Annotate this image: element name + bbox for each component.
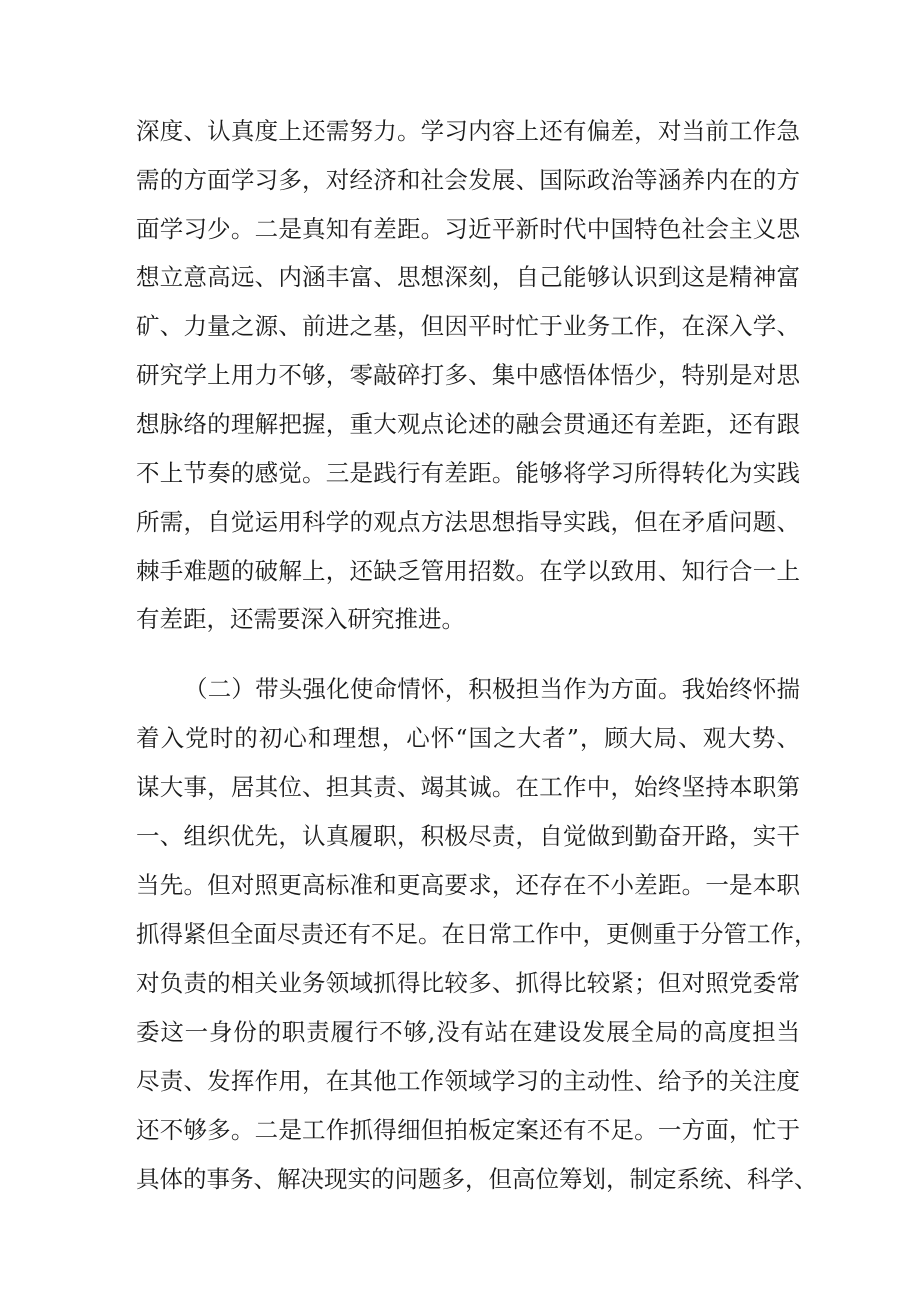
text-line: 需的方面学习多，对经济和社会发展、国际政治等涵养内在的方 <box>136 166 800 194</box>
text-line: 对负责的相关业务领域抓得比较多、抓得比较紧；但对照党委常 <box>136 969 800 997</box>
text-line: 研究学上用力不够，零敲碎打多、集中感悟体悟少，特别是对思 <box>136 361 800 389</box>
text-line: 还不够多。二是工作抓得细但拍板定案还有不足。一方面，忙于 <box>136 1116 800 1144</box>
text-line: 不上节奏的感觉。三是践行有差距。能够将学习所得转化为实践 <box>136 459 800 487</box>
text-line: 矿、力量之源、前进之基，但因平时忙于业务工作，在深入学、 <box>136 312 800 340</box>
text-line: 想脉络的理解把握，重大观点论述的融会贯通还有差距，还有跟 <box>136 410 800 438</box>
text-line: 面学习少。二是真知有差距。习近平新时代中国特色社会主义思 <box>136 215 800 243</box>
text-line: 所需，自觉运用科学的观点方法思想指导实践，但在矛盾问题、 <box>136 508 800 536</box>
text-line: 棘手难题的破解上，还缺乏管用招数。在学以致用、知行合一上 <box>136 557 800 585</box>
text-line: 着入党时的初心和理想，心怀“国之大者”，顾大局、观大势、 <box>136 724 800 752</box>
text-line: 深度、认真度上还需努力。学习内容上还有偏差，对当前工作急 <box>136 117 800 145</box>
text-line: 委这一身份的职责履行不够,没有站在建设发展全局的高度担当 <box>136 1018 800 1046</box>
section-heading-line: （二）带头强化使命情怀，积极担当作为方面。我始终怀揣 <box>184 675 800 703</box>
text-line: 一、组织优先，认真履职，积极尽责，自觉做到勤奋开路，实干 <box>136 822 800 850</box>
text-line: 尽责、发挥作用，在其他工作领域学习的主动性、给予的关注度 <box>136 1067 800 1095</box>
text-line: 谋大事，居其位、担其责、竭其诚。在工作中，始终坚持本职第 <box>136 773 800 801</box>
text-line: 抓得紧但全面尽责还有不足。在日常工作中，更侧重于分管工作， <box>136 920 818 948</box>
text-line: 具体的事务、解决现实的问题多，但高位筹划，制定系统、科学、 <box>136 1165 818 1193</box>
text-line: 想立意高远、内涵丰富、思想深刻，自己能够认识到这是精神富 <box>136 263 800 291</box>
text-line: 有差距，还需要深入研究推进。 <box>136 605 465 633</box>
text-line: 当先。但对照更高标准和更高要求，还存在不小差距。一是本职 <box>136 871 800 899</box>
